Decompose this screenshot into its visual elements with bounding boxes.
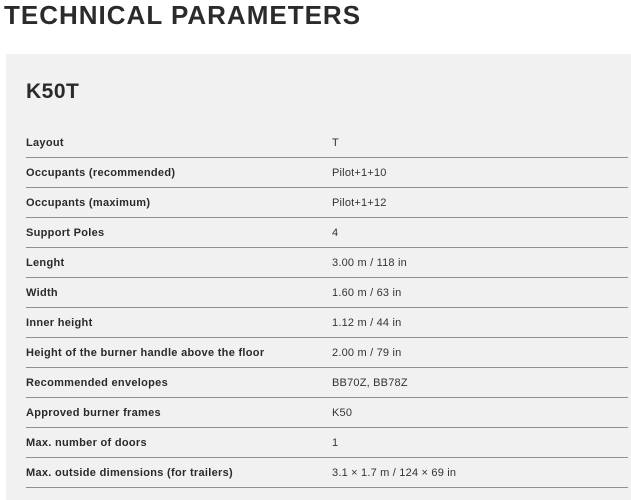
- spec-panel: [6, 54, 631, 500]
- spec-value: 3.00 m / 118 in: [332, 248, 628, 278]
- spec-label: Recommended envelopes: [26, 368, 332, 398]
- spec-label: Max. outside dimensions (for trailers): [26, 458, 332, 488]
- spec-value: BB70Z, BB78Z: [332, 368, 628, 398]
- table-row: [26, 338, 628, 368]
- spec-label: Approved burner frames: [26, 398, 332, 428]
- spec-value: 1.12 m / 44 in: [332, 308, 628, 338]
- spec-value: T: [332, 128, 628, 158]
- model-title: K50T: [26, 80, 80, 103]
- table-row: [26, 248, 628, 278]
- spec-value: 1.60 m / 63 in: [332, 278, 628, 308]
- table-row: [26, 188, 628, 218]
- spec-label: Inner height: [26, 308, 332, 338]
- table-row: [26, 128, 628, 158]
- table-row: [26, 158, 628, 188]
- spec-value: 4: [332, 218, 628, 248]
- spec-value: Pilot+1+10: [332, 158, 628, 188]
- table-row: [26, 458, 628, 488]
- table-row: [26, 428, 628, 458]
- spec-label: Max. number of doors: [26, 428, 332, 458]
- spec-label: Width: [26, 278, 332, 308]
- spec-value: 1: [332, 428, 628, 458]
- spec-label: Occupants (maximum): [26, 188, 332, 218]
- spec-value: 3.1 × 1.7 m / 124 × 69 in: [332, 458, 628, 488]
- spec-value: K50: [332, 398, 628, 428]
- spec-value: Pilot+1+12: [332, 188, 628, 218]
- spec-label: Support Poles: [26, 218, 332, 248]
- spec-label: Occupants (recommended): [26, 158, 332, 188]
- table-row: [26, 278, 628, 308]
- spec-label: Height of the burner handle above the floor: [26, 338, 332, 368]
- spec-label: Layout: [26, 128, 332, 158]
- table-row: [26, 308, 628, 338]
- page-title: TECHNICAL PARAMETERS: [4, 0, 362, 30]
- spec-table: [26, 128, 628, 488]
- table-row: [26, 368, 628, 398]
- spec-value: 2.00 m / 79 in: [332, 338, 628, 368]
- table-row: [26, 398, 628, 428]
- table-row: [26, 218, 628, 248]
- spec-label: Lenght: [26, 248, 332, 278]
